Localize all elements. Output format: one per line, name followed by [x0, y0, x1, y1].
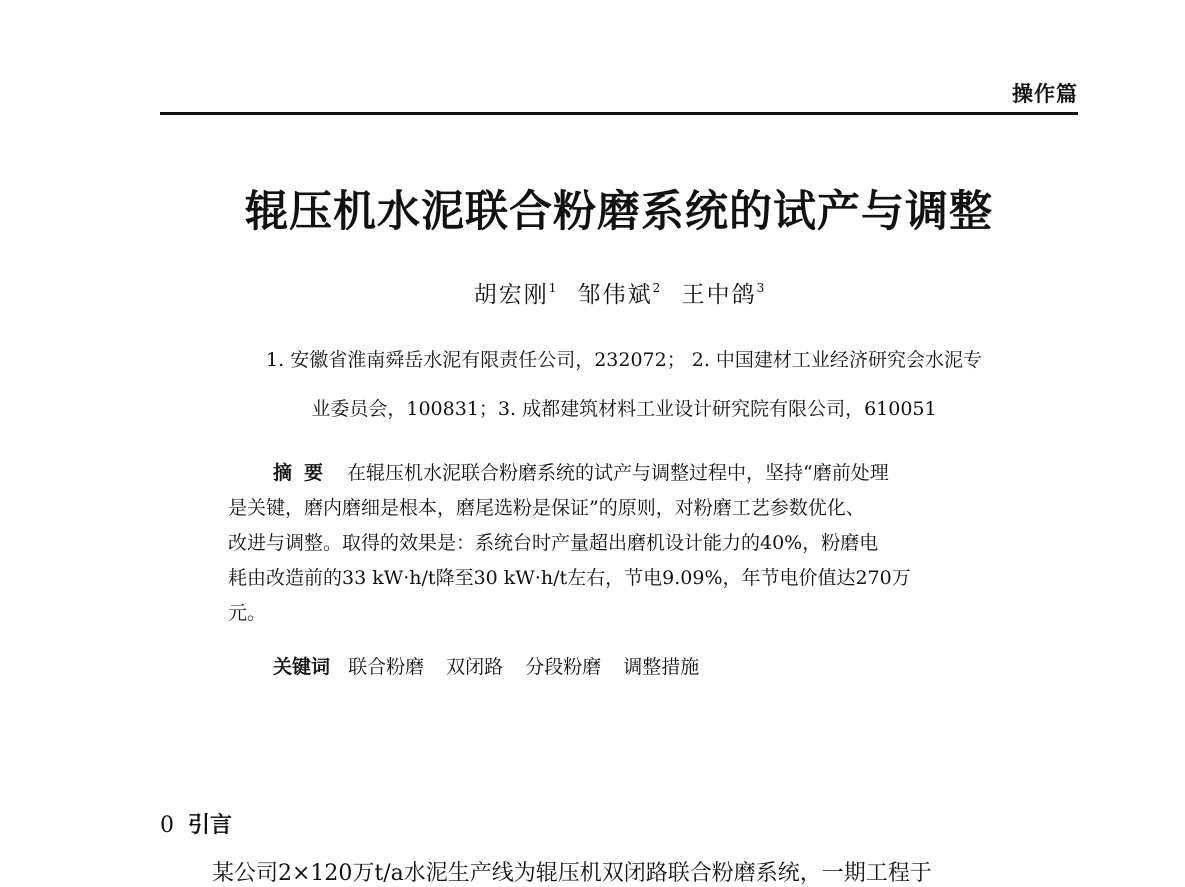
- section-title: 引言: [188, 813, 233, 838]
- header-rule: [160, 112, 1078, 115]
- affiliation-line: 业委员会，100831；3. 成都建筑材料工业设计研究院有限公司，610051: [311, 398, 937, 420]
- affiliations: [165, 336, 1083, 434]
- abstract-line: [228, 456, 1018, 491]
- author-affiliation-mark: 3: [756, 281, 765, 295]
- author-affiliation-mark: 2: [652, 281, 661, 295]
- abstract: [228, 456, 1018, 631]
- author-name: 邹伟斌: [577, 282, 653, 308]
- body-text: 某公司2×120万t/a水泥生产线为辊压机双闭路联合粉磨系统，一期工程于: [212, 861, 932, 886]
- keyword: 调整措施: [623, 656, 700, 678]
- affiliation-line: 1. 安徽省淮南舜岳水泥有限责任公司，232072； 2. 中国建材工业经济研究会水泥专: [266, 349, 982, 371]
- author: [682, 282, 765, 308]
- keywords-label: 关键词: [273, 656, 331, 678]
- keyword: 双闭路: [446, 656, 504, 678]
- section-number: 0: [160, 813, 174, 838]
- abstract-line: 元。: [228, 602, 267, 624]
- abstract-text: 在辊压机水泥联合粉磨系统的试产与调整过程中，坚持“磨前处理: [347, 462, 889, 484]
- abstract-line: 改进与调整。取得的效果是：系统台时产量超出磨机设计能力的40%，粉磨电: [228, 532, 879, 554]
- author-affiliation-mark: 1: [548, 281, 557, 295]
- abstract-label: 摘要: [273, 462, 336, 484]
- author: [578, 282, 661, 308]
- abstract-line: 耗由改造前的33 kW·h/t降至30 kW·h/t左右，节电9.09%，年节电价值达270万: [228, 567, 911, 589]
- section-tag: 操作篇: [1012, 82, 1078, 106]
- author: [474, 282, 557, 308]
- keywords: [273, 652, 715, 679]
- section-heading: [160, 808, 232, 839]
- author-name: 王中鸽: [681, 282, 757, 308]
- keyword: 分段粉磨: [525, 656, 602, 678]
- keyword: 联合粉磨: [348, 656, 425, 678]
- author-list: [160, 276, 1078, 309]
- author-name: 胡宏刚: [473, 282, 549, 308]
- abstract-line: 是关键，磨内磨细是根本，磨尾选粉是保证”的原则，对粉磨工艺参数优化、: [228, 497, 865, 519]
- article-title: 辊压机水泥联合粉磨系统的试产与调整: [245, 187, 993, 237]
